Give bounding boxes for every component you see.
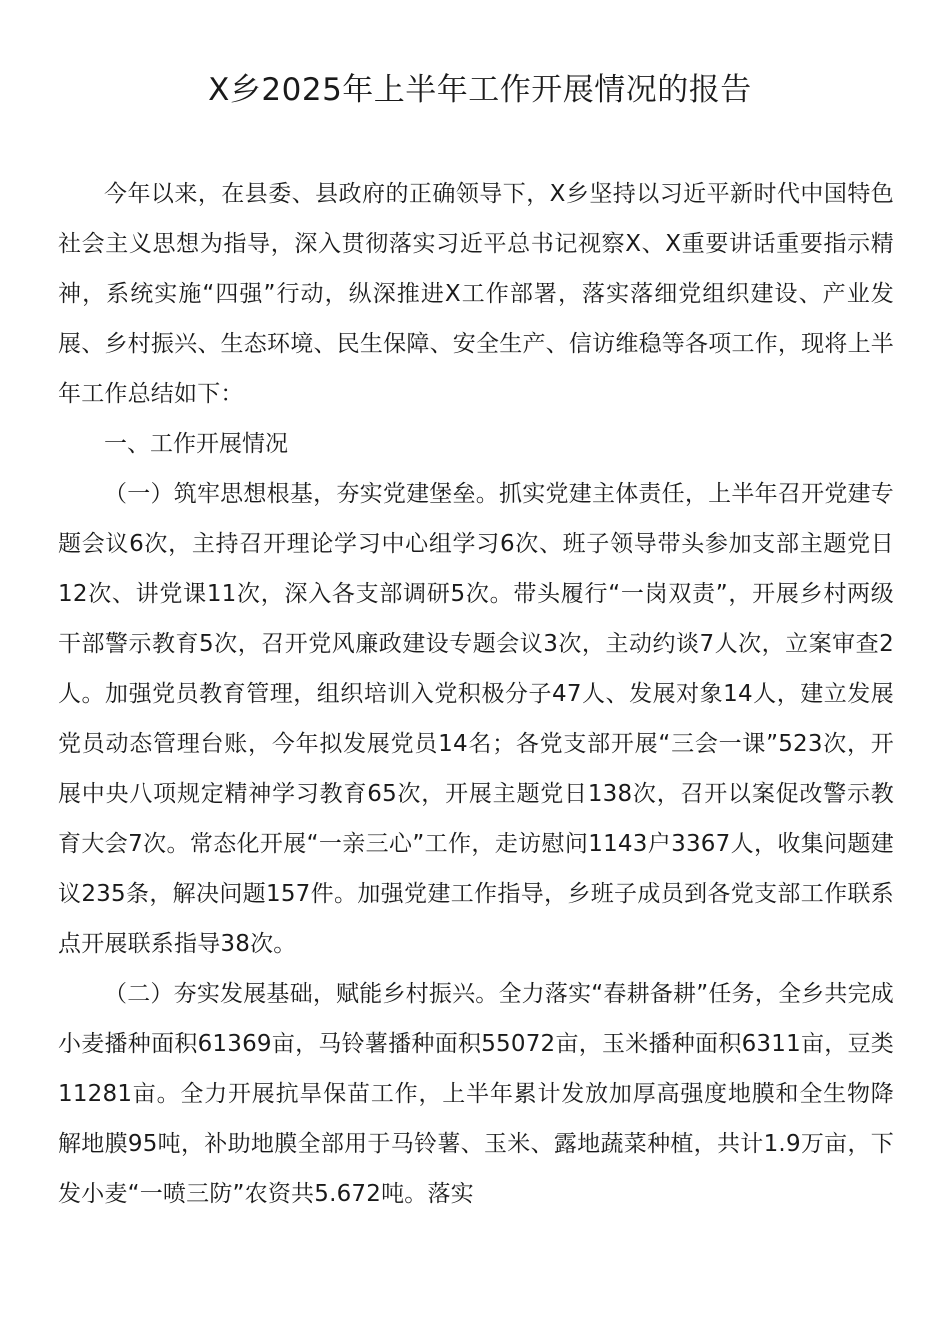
section-heading-work-status: 一、工作开展情况: [104, 431, 288, 457]
document-title: X乡2025年上半年工作开展情况的报告: [208, 72, 752, 108]
paragraph-party-building: （一）筑牢思想根基，夯实党建堡垒。抓实党建主体责任，上半年召开党建专题会议6次，主持召开理论学习中心组学习6次、班子领导带头参加支部主题党日12次、讲党课11次，深入各支部调研5次。带头履行“一岗双责”，开展乡村两级干部警示教育5次，召开党风廉政建设专题会议3次，主动约谈7人次，立案审查2人。加强党员教育管理，组织培训入党积极分子47人、发展对象14人，建立发展党员动态管理台账，今年拟发展党员14名；各党支部开展“三会一课”523次，开展中央八项规定精神学习教育65次，开展主题党日138次，召开以案促改警示教育大会7次。常态化开展“一亲三心”工作，走访慰问1143户3367人，收集问题建议235条，解决问题157件。加强党建工作指导，乡班子成员到各党支部工作联系点开展联系指导38次。: [58, 481, 894, 957]
intro-paragraph: 今年以来，在县委、县政府的正确领导下，X乡坚持以习近平新时代中国特色社会主义思想为指导，深入贯彻落实习近平总书记视察X、X重要讲话重要指示精神，系统实施“四强”行动，纵深推进X工作部署，落实落细党组织建设、产业发展、乡村振兴、生态环境、民生保障、安全生产、信访维稳等各项工作，现将上半年工作总结如下：: [58, 181, 894, 407]
document-page: [58, 64, 894, 1219]
paragraph-rural-revitalization: （二）夯实发展基础，赋能乡村振兴。全力落实“春耕备耕”任务，全乡共完成小麦播种面积61369亩，马铃薯播种面积55072亩，玉米播种面积6311亩，豆类11281亩。全力开展抗旱保苗工作，上半年累计发放加厚高强度地膜和全生物降解地膜95吨，补助地膜全部用于马铃薯、玉米、露地蔬菜种植，共计1.9万亩，下发小麦“一喷三防”农资共5.672吨。落实: [58, 981, 894, 1207]
